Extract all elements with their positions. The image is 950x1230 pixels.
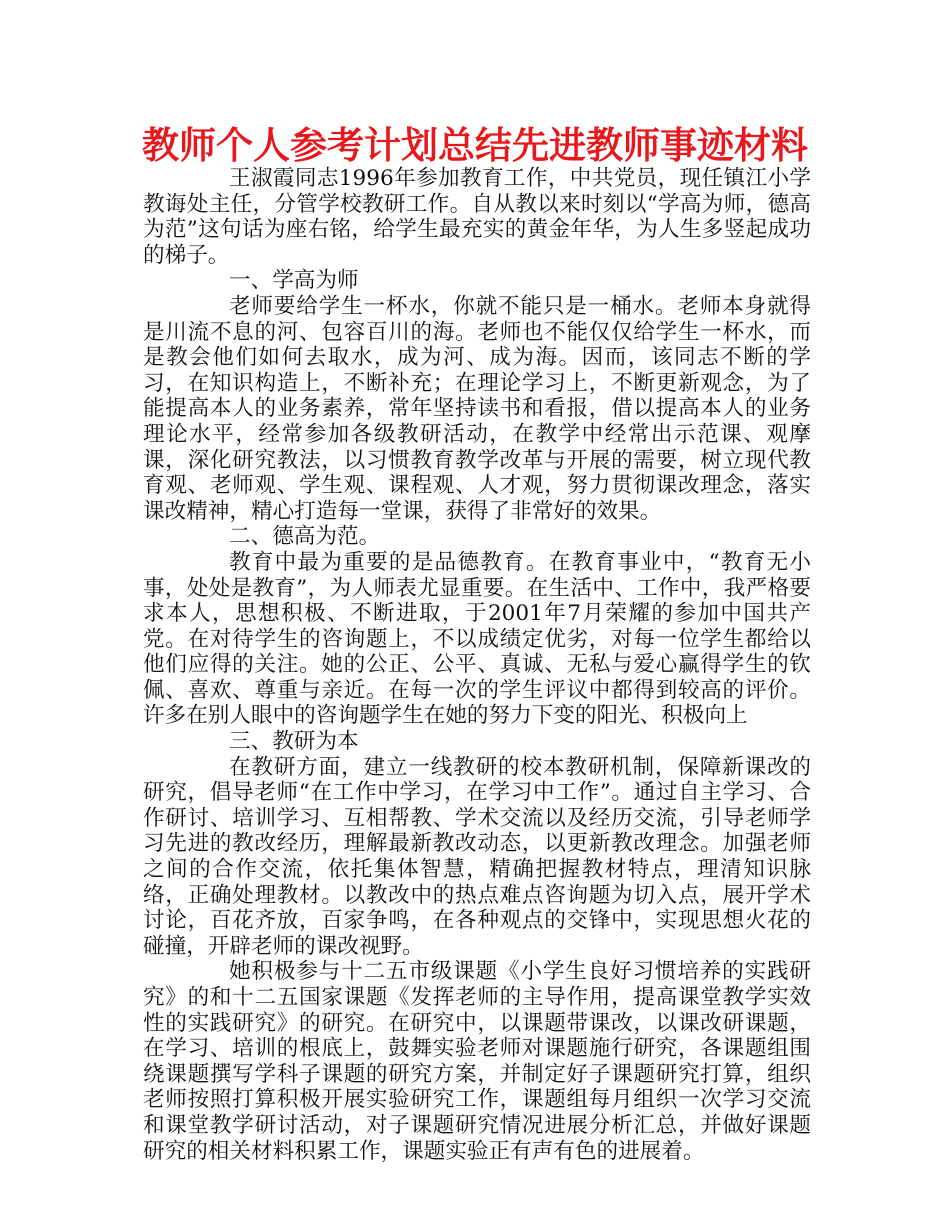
section-3-paragraph-2: 她积极参与十二五市级课题《小学生良好习惯培养的实践研究》的和十二五国家课题《发挥老师的主导作用，提高课堂教学实效性的实践研究》的研究。在研究中，以课题带课改，以课改研课题，在学习、培训的根底上，鼓舞实验老师对课题施行研究，各课题组围绕课题撰写学科子课题的研究方案，并制定好子课题研究打算，组织老师按照打算积极开展实验研究工作，课题组每月组织一次学习交流和课堂教学研讨活动，对子课题研究情况进展分析汇总，并做好课题研究的相关材料积累工作，课题实验正有声有色的进展着。 [143,959,811,1164]
section-heading-1: 一、学高为师 [229,268,359,294]
section-1-paragraph: 老师要给学生一杯水，你就不能只是一桶水。老师本身就得是川流不息的河、包容百川的海。老师也不能仅仅给学生一杯水，而是教会他们如何去取水，成为河、成为海。因而，该同志不断的学习，在知识构造上，不断补充；在理论学习上，不断更新观念，为了能提高本人的业务素养，常年坚持读书和看报，借以提高本人的业务理论水平，经常参加各级教研活动，在教学中经常出示范课、观摩课，深化研究教法，以习惯教育教学改革与开展的需要，树立现代教育观、老师观、学生观、课程观、人才观，努力贯彻课改理念，落实课改精神，精心打造每一堂课，获得了非常好的效果。 [143,293,811,524]
document-body [143,166,811,1164]
document-title: 教师个人参考计划总结先进教师事迹材料 [142,123,808,167]
section-3-paragraph-1: 在教研方面，建立一线教研的校本教研机制，保障新课改的研究，倡导老师“在工作中学习，在学习中工作”。通过自主学习、合作研讨、培训学习、互相帮教、学术交流以及经历交流，引导老师学习先进的教改经历，理解最新教改动态，以更新教改理念。加强老师之间的合作交流，依托集体智慧，精确把握教材特点，理清知识脉络，正确处理教材。以教改中的热点难点咨询题为切入点，展开学术讨论，百花齐放，百家争鸣，在各种观点的交锋中，实现思想火花的碰撞，开辟老师的课改视野。 [143,754,811,959]
section-heading-3: 三、教研为本 [229,729,359,755]
section-2-paragraph: 教育中最为重要的是品德教育。在教育事业中，“教育无小事，处处是教育”，为人师表尤显重要。在生活中、工作中，我严格要求本人，思想积极、不断进取，于2001年7月荣耀的参加中国共产党。在对待学生的咨询题上，不以成绩定优劣，对每一位学生都给以他们应得的关注。她的公正、公平、真诚、无私与爱心赢得学生的钦佩、喜欢、尊重与亲近。在每一次的学生评议中都得到较高的评价。许多在别人眼中的咨询题学生在她的努力下变的阳光、积极向上 [143,549,811,729]
intro-paragraph: 王淑霞同志1996年参加教育工作，中共党员，现任镇江小学教诲处主任，分管学校教研工作。自从教以来时刻以“学高为师，德高为范”这句话为座右铭，给学生最充实的黄金年华，为人生多竖起成功的梯子。 [143,166,811,268]
section-heading-2: 二、德高为范。 [229,524,381,550]
